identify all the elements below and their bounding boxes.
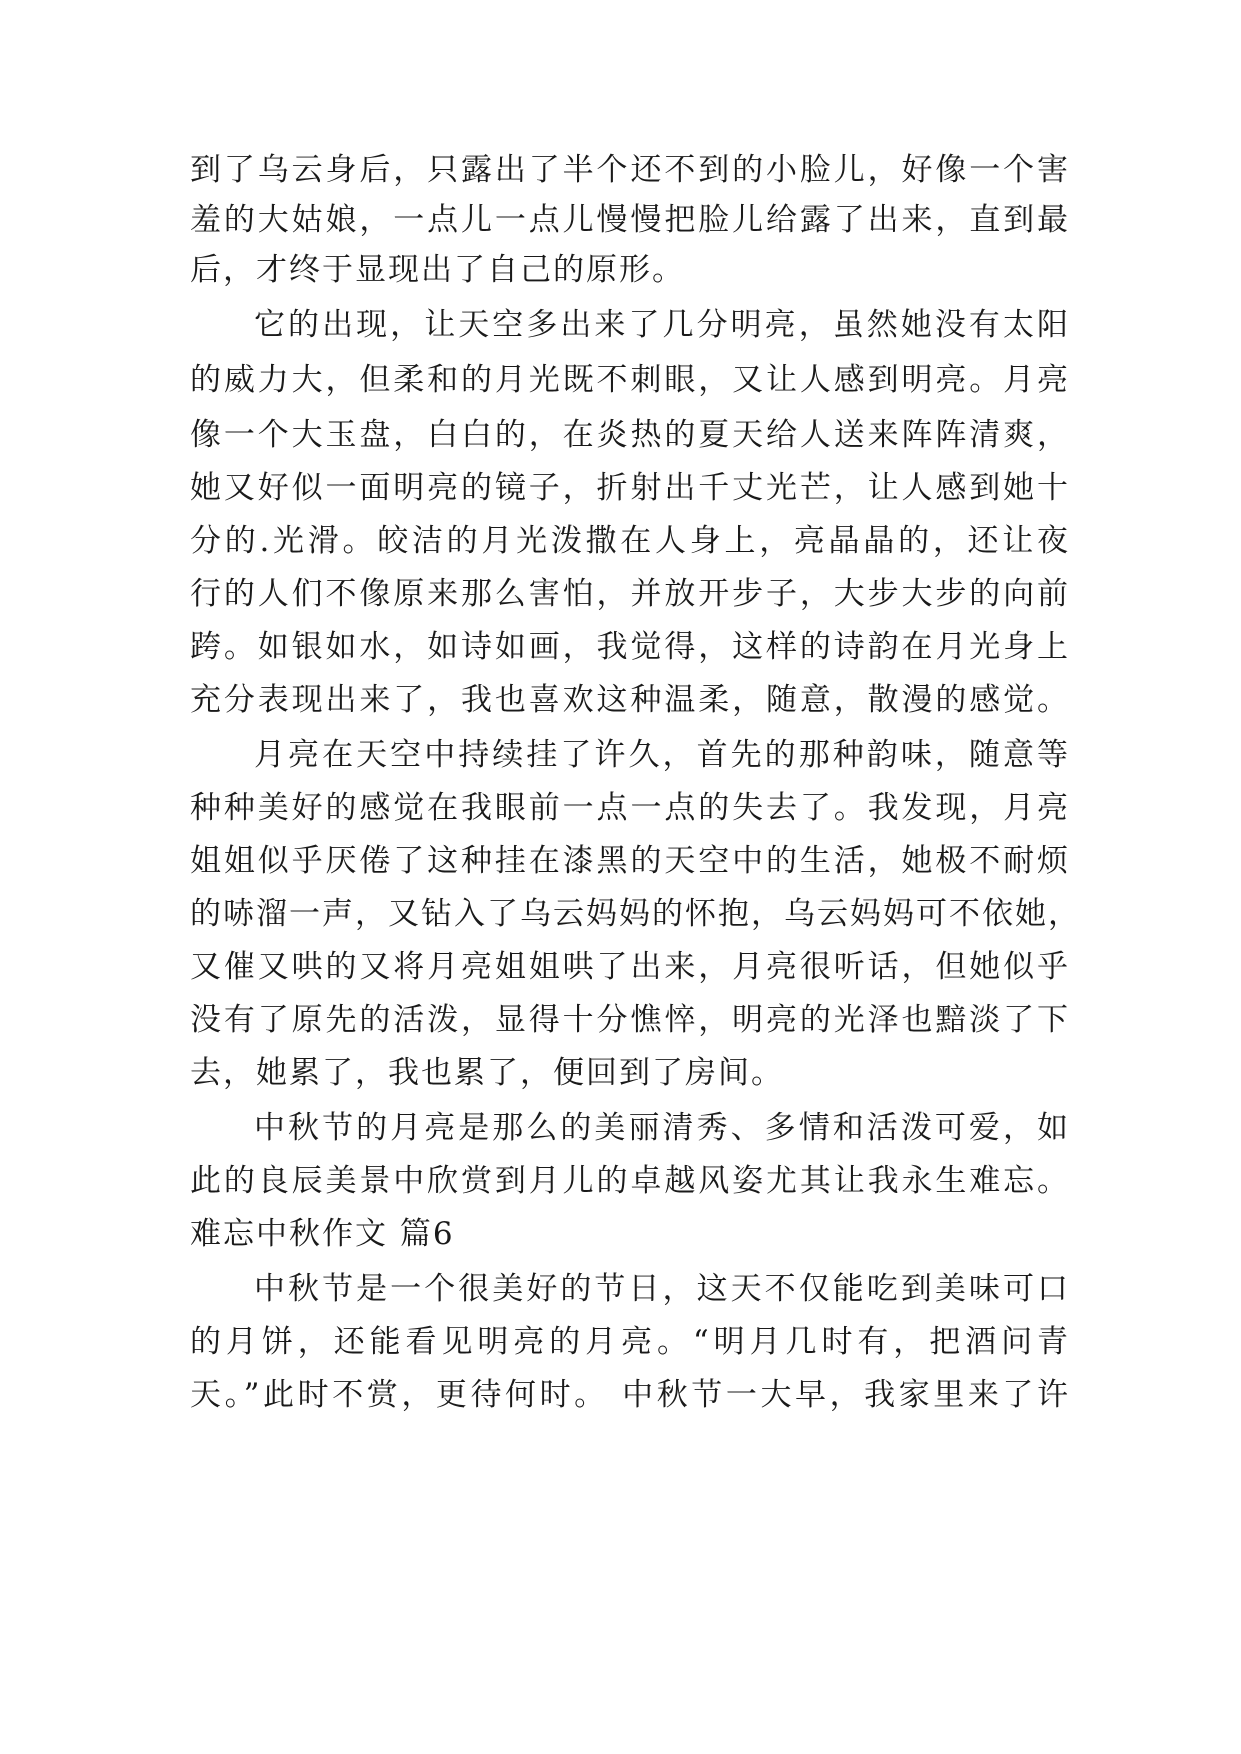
text-line: 的哧溜一声，又钻入了乌云妈妈的怀抱，乌云妈妈可不依她， <box>190 896 1081 932</box>
paragraph-start-line: 中秋节的月亮是那么的美丽清秀、多情和活泼可爱，如 <box>254 1110 1070 1146</box>
text-line: 的月饼，还能看见明亮的月亮。“明月几时有，把酒问青 <box>190 1324 1070 1360</box>
text-line: 她又好似一面明亮的镜子，折射出千丈光芒，让人感到她十 <box>190 470 1070 506</box>
text-line: 到了乌云身后，只露出了半个还不到的小脸儿，好像一个害 <box>190 152 1070 188</box>
text-line: 后，才终于显现出了自己的原形。 <box>190 252 685 288</box>
text-line: 此的良辰美景中欣赏到月儿的卓越风姿尤其让我永生难忘。 <box>190 1163 1070 1199</box>
paragraph-start-line: 月亮在天空中持续挂了许久，首先的那种韵味，随意等 <box>254 737 1070 773</box>
text-line: 羞的大姑娘，一点儿一点儿慢慢把脸儿给露了出来，直到最 <box>190 202 1070 238</box>
text-line: 的威力大，但柔和的月光既不刺眼，又让人感到明亮。月亮 <box>190 362 1070 398</box>
text-line: 行的人们不像原来那么害怕，并放开步子，大步大步的向前 <box>190 576 1070 612</box>
text-line: 像一个大玉盘，白白的，在炎热的夏天给人送来阵阵清爽， <box>190 417 1070 453</box>
text-line: 又催又哄的又将月亮姐姐哄了出来，月亮很听话，但她似乎 <box>190 949 1070 985</box>
text-line: 充分表现出来了，我也喜欢这种温柔，随意，散漫的感觉。 <box>190 682 1070 718</box>
paragraph-start-line: 中秋节是一个很美好的节日，这天不仅能吃到美味可口 <box>254 1271 1070 1307</box>
text-line: 天。”此时不赏，更待何时。 中秋节一大早，我家里来了许 <box>190 1377 1070 1413</box>
text-line: 没有了原先的活泼，显得十分憔悴，明亮的光泽也黯淡了下 <box>190 1002 1070 1038</box>
section-heading: 难忘中秋作文 篇6 <box>190 1216 455 1252</box>
text-line: 分的.光滑。皎洁的月光泼撒在人身上，亮晶晶的，还让夜 <box>190 523 1070 559</box>
text-line: 种种美好的感觉在我眼前一点一点的失去了。我发现，月亮 <box>190 790 1070 826</box>
paragraph-start-line: 它的出现，让天空多出来了几分明亮，虽然她没有太阳 <box>254 307 1070 343</box>
text-line: 跨。如银如水，如诗如画，我觉得，这样的诗韵在月光身上 <box>190 629 1070 665</box>
text-line: 去，她累了，我也累了，便回到了房间。 <box>190 1055 784 1091</box>
text-line: 姐姐似乎厌倦了这种挂在漆黑的天空中的生活，她极不耐烦 <box>190 843 1070 879</box>
